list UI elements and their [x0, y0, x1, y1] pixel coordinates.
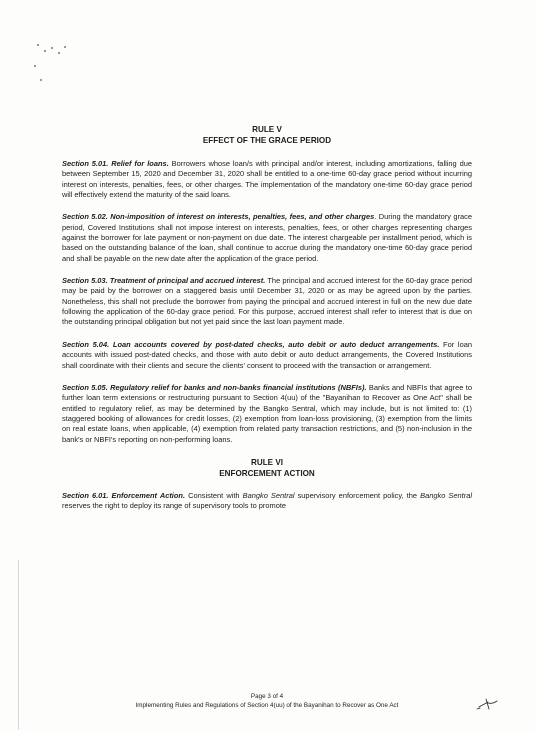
scan-speck [58, 52, 60, 54]
section-6-01-body-2: supervisory enforcement policy, the [294, 490, 421, 500]
document-body [62, 124, 472, 512]
footer-document-title: Implementing Rules and Regulations of Section 4(uu) of the Bayanihan to Recover as One Act [135, 702, 399, 709]
scan-speck [51, 47, 53, 49]
signature-icon [476, 697, 498, 711]
section-6-01 [62, 491, 472, 512]
scan-margin-line [18, 560, 19, 730]
section-5-05-title: Section 5.05. Regulatory relief for banks and non-banks financial institutions (NBFIs). [62, 382, 367, 392]
section-6-01-italic-2: Bangko Sentral [420, 490, 472, 500]
section-5-04 [62, 340, 472, 371]
section-5-04-body: For loan accounts with issued post-dated checks, and those with auto debit or auto deduct arrangements, the Covered Institutions shall coordinate with their clients and secure the clients' consent to proceed with the transaction or arrangement. [62, 339, 472, 370]
section-5-02-body: . During the mandatory grace period, Covered Institutions shall not impose interest on interests, penalties, fees, or other charges representing charges against the borrower for late payment or non-payment on due date. The interest chargeable per installment period, which is based on the outstanding balance of the loan, shall continue to accrue during the mandatory one-time 60-day grace period and shall be payable on the new date after the application of the grace period. [62, 212, 473, 263]
scan-speck [44, 50, 46, 52]
section-6-01-body-3: reserves the right to deploy its range of supervisory tools to promote [62, 501, 287, 511]
section-5-03-title: Section 5.03. Treatment of principal and accrued interest. [62, 276, 266, 286]
scan-speck [64, 46, 66, 48]
rule-vi-number: RULE VI [251, 457, 283, 467]
section-5-02-title: Section 5.02. Non-imposition of interest on interests, penalties, fees, and other charges [62, 212, 375, 222]
footer-page-number: Page 3 of 4 [250, 693, 284, 700]
section-6-01-title: Section 6.01. Enforcement Action. [62, 490, 186, 500]
rule-vi-title: ENFORCEMENT ACTION [219, 468, 315, 478]
section-5-05-body: Banks and NBFIs that agree to further loan term extensions or restructuring pursuant to Section 4(uu) of the "Bayanihan to Recover as One Act" shall be entitled to regulatory relief, as may be determined by the Bangko Sentral, which may include, but is not limited to: (1) staggered booking of allowances for credit losses, (2) exemption from loan-loss provisioning, (3) exemption from the limits on real estate loans, when applicable, (4) exemption from related party transaction restrictions, and (5) non-inclusion in the bank's or NBFI's reporting on non-performing loans. [62, 382, 472, 444]
section-5-01-title: Section 5.01. Relief for loans. [62, 159, 169, 168]
scan-speck [40, 79, 42, 81]
rule-v-number: RULE V [252, 125, 282, 134]
section-5-01-body: Borrowers whose loan/s with principal and/or interest, including amortizations, falling due between September 15, 2020 and December 31, 2020 shall be entitled to a one-time 60-day grace period without incurring interest on interests, penalties, fees, or other charges. The implementation of the mandatory one-time 60-day grace period will effectively extend the maturity of the said loans. [62, 159, 472, 200]
scan-speck [37, 44, 39, 46]
scan-speck [34, 65, 36, 67]
section-5-02 [62, 212, 472, 264]
section-5-03-body: The principal and accrued interest for the 60-day grace period may be paid by the borrower on a staggered basis until December 31, 2020 or as may be agreed upon by the parties. Nonetheless, this shall not preclude the borrower from paying the principal and accrued interest in full on the new due date following the application of the 60-day grace period. For this purpose, accrued interest shall refer to interest that is due on the outstanding principal obligation but not yet paid since the last loan payment made. [62, 276, 473, 327]
section-5-01 [62, 159, 472, 200]
section-5-04-title: Section 5.04. Loan accounts covered by post-dated checks, auto debit or auto deduct arrangements. [62, 339, 440, 349]
section-6-01-body-1: Consistent with [185, 490, 243, 500]
section-5-05 [62, 383, 472, 445]
section-5-03 [62, 276, 472, 328]
rule-v-title: EFFECT OF THE GRACE PERIOD [202, 136, 332, 145]
section-6-01-italic-1: Bangko Sentral [242, 490, 295, 500]
